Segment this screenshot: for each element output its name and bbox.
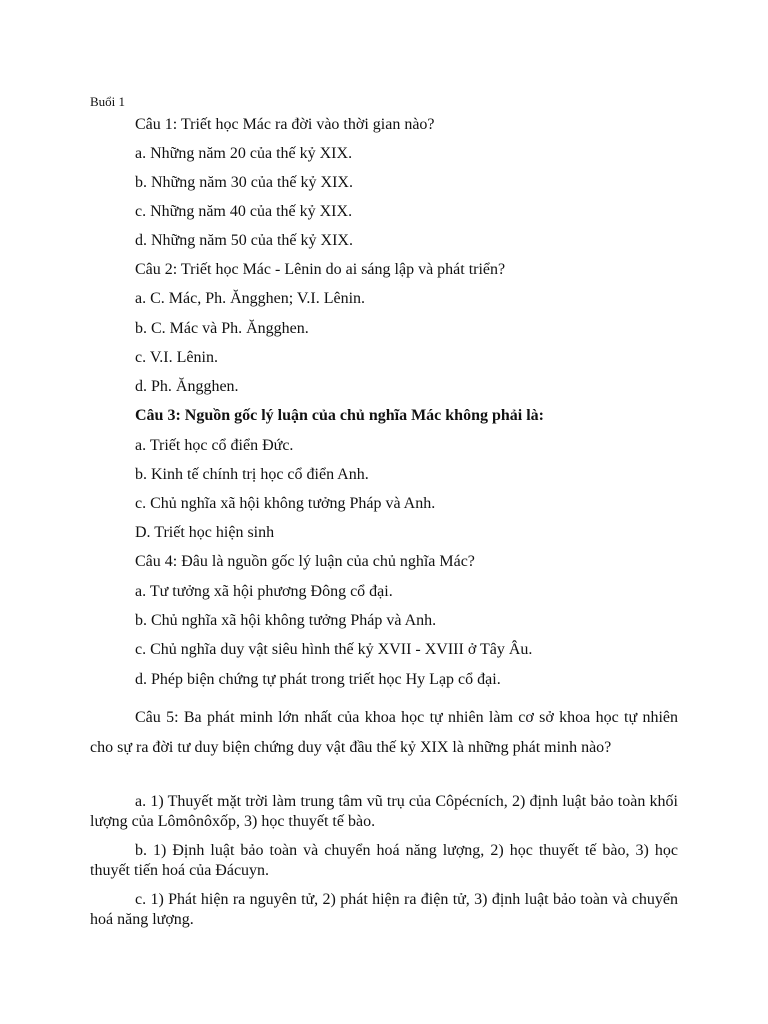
question-4-option-b: b. Chủ nghĩa xã hội không tưởng Pháp và Anh. bbox=[135, 612, 437, 629]
question-5-option-b-text: b. 1) Định luật bảo toàn và chuyển hoá năng lượng, 2) học thuyết tế bào, 3) học thuyết tiến hoá của Đácuyn. bbox=[90, 842, 678, 879]
question-3-option-c: c. Chủ nghĩa xã hội không tưởng Pháp và Anh. bbox=[135, 495, 436, 512]
question-2: Câu 2: Triết học Mác - Lênin do ai sáng lập và phát triển? bbox=[135, 261, 506, 278]
question-5-option-c bbox=[90, 890, 678, 930]
question-5-option-c-text: c. 1) Phát hiện ra nguyên tử, 2) phát hiện ra điện tử, 3) định luật bảo toàn và chuyển hoá năng lượng. bbox=[90, 891, 678, 928]
question-4-option-d: d. Phép biện chứng tự phát trong triết học Hy Lạp cổ đại. bbox=[135, 671, 501, 688]
question-1-option-a: a. Những năm 20 của thế kỷ XIX. bbox=[135, 145, 353, 162]
session-heading: Buổi 1 bbox=[90, 94, 126, 109]
question-3-option-b: b. Kinh tế chính trị học cổ điển Anh. bbox=[135, 466, 369, 483]
question-2-option-a: a. C. Mác, Ph. Ăngghen; V.I. Lênin. bbox=[135, 290, 366, 307]
question-2-option-b: b. C. Mác và Ph. Ăngghen. bbox=[135, 320, 309, 337]
question-1-option-c: c. Những năm 40 của thế kỷ XIX. bbox=[135, 203, 353, 220]
question-1-option-b: b. Những năm 30 của thế kỷ XIX. bbox=[135, 174, 353, 191]
question-3-option-a: a. Triết học cổ điển Đức. bbox=[135, 437, 294, 454]
question-2-option-c: c. V.I. Lênin. bbox=[135, 349, 218, 366]
question-3-option-d: D. Triết học hiện sinh bbox=[135, 524, 275, 541]
question-5-option-a-text: a. 1) Thuyết mặt trời làm trung tâm vũ trụ của Côpécních, 2) định luật bảo toàn khối lượng của Lômônôxốp, 3) học thuyết tế bào. bbox=[90, 793, 678, 830]
question-4-option-c: c. Chủ nghĩa duy vật siêu hình thế kỷ XVII - XVIII ở Tây Âu. bbox=[135, 641, 533, 658]
question-3: Câu 3: Nguồn gốc lý luận của chủ nghĩa Mác không phải là: bbox=[135, 407, 544, 424]
question-5-option-a bbox=[90, 792, 678, 832]
question-5-option-b bbox=[90, 841, 678, 881]
question-4-option-a: a. Tư tưởng xã hội phương Đông cổ đại. bbox=[135, 583, 393, 600]
question-1-option-d: d. Những năm 50 của thế kỷ XIX. bbox=[135, 232, 353, 249]
question-5 bbox=[90, 703, 678, 762]
question-5-text: Câu 5: Ba phát minh lớn nhất của khoa học tự nhiên làm cơ sở khoa học tự nhiên cho sự ra đời tư duy biện chứng duy vật đầu thế kỷ XIX là những phát minh nào? bbox=[90, 709, 678, 756]
question-4: Câu 4: Đâu là nguồn gốc lý luận của chủ nghĩa Mác? bbox=[135, 553, 475, 570]
question-2-option-d: d. Ph. Ăngghen. bbox=[135, 378, 239, 395]
question-1: Câu 1: Triết học Mác ra đời vào thời gian nào? bbox=[135, 116, 435, 133]
